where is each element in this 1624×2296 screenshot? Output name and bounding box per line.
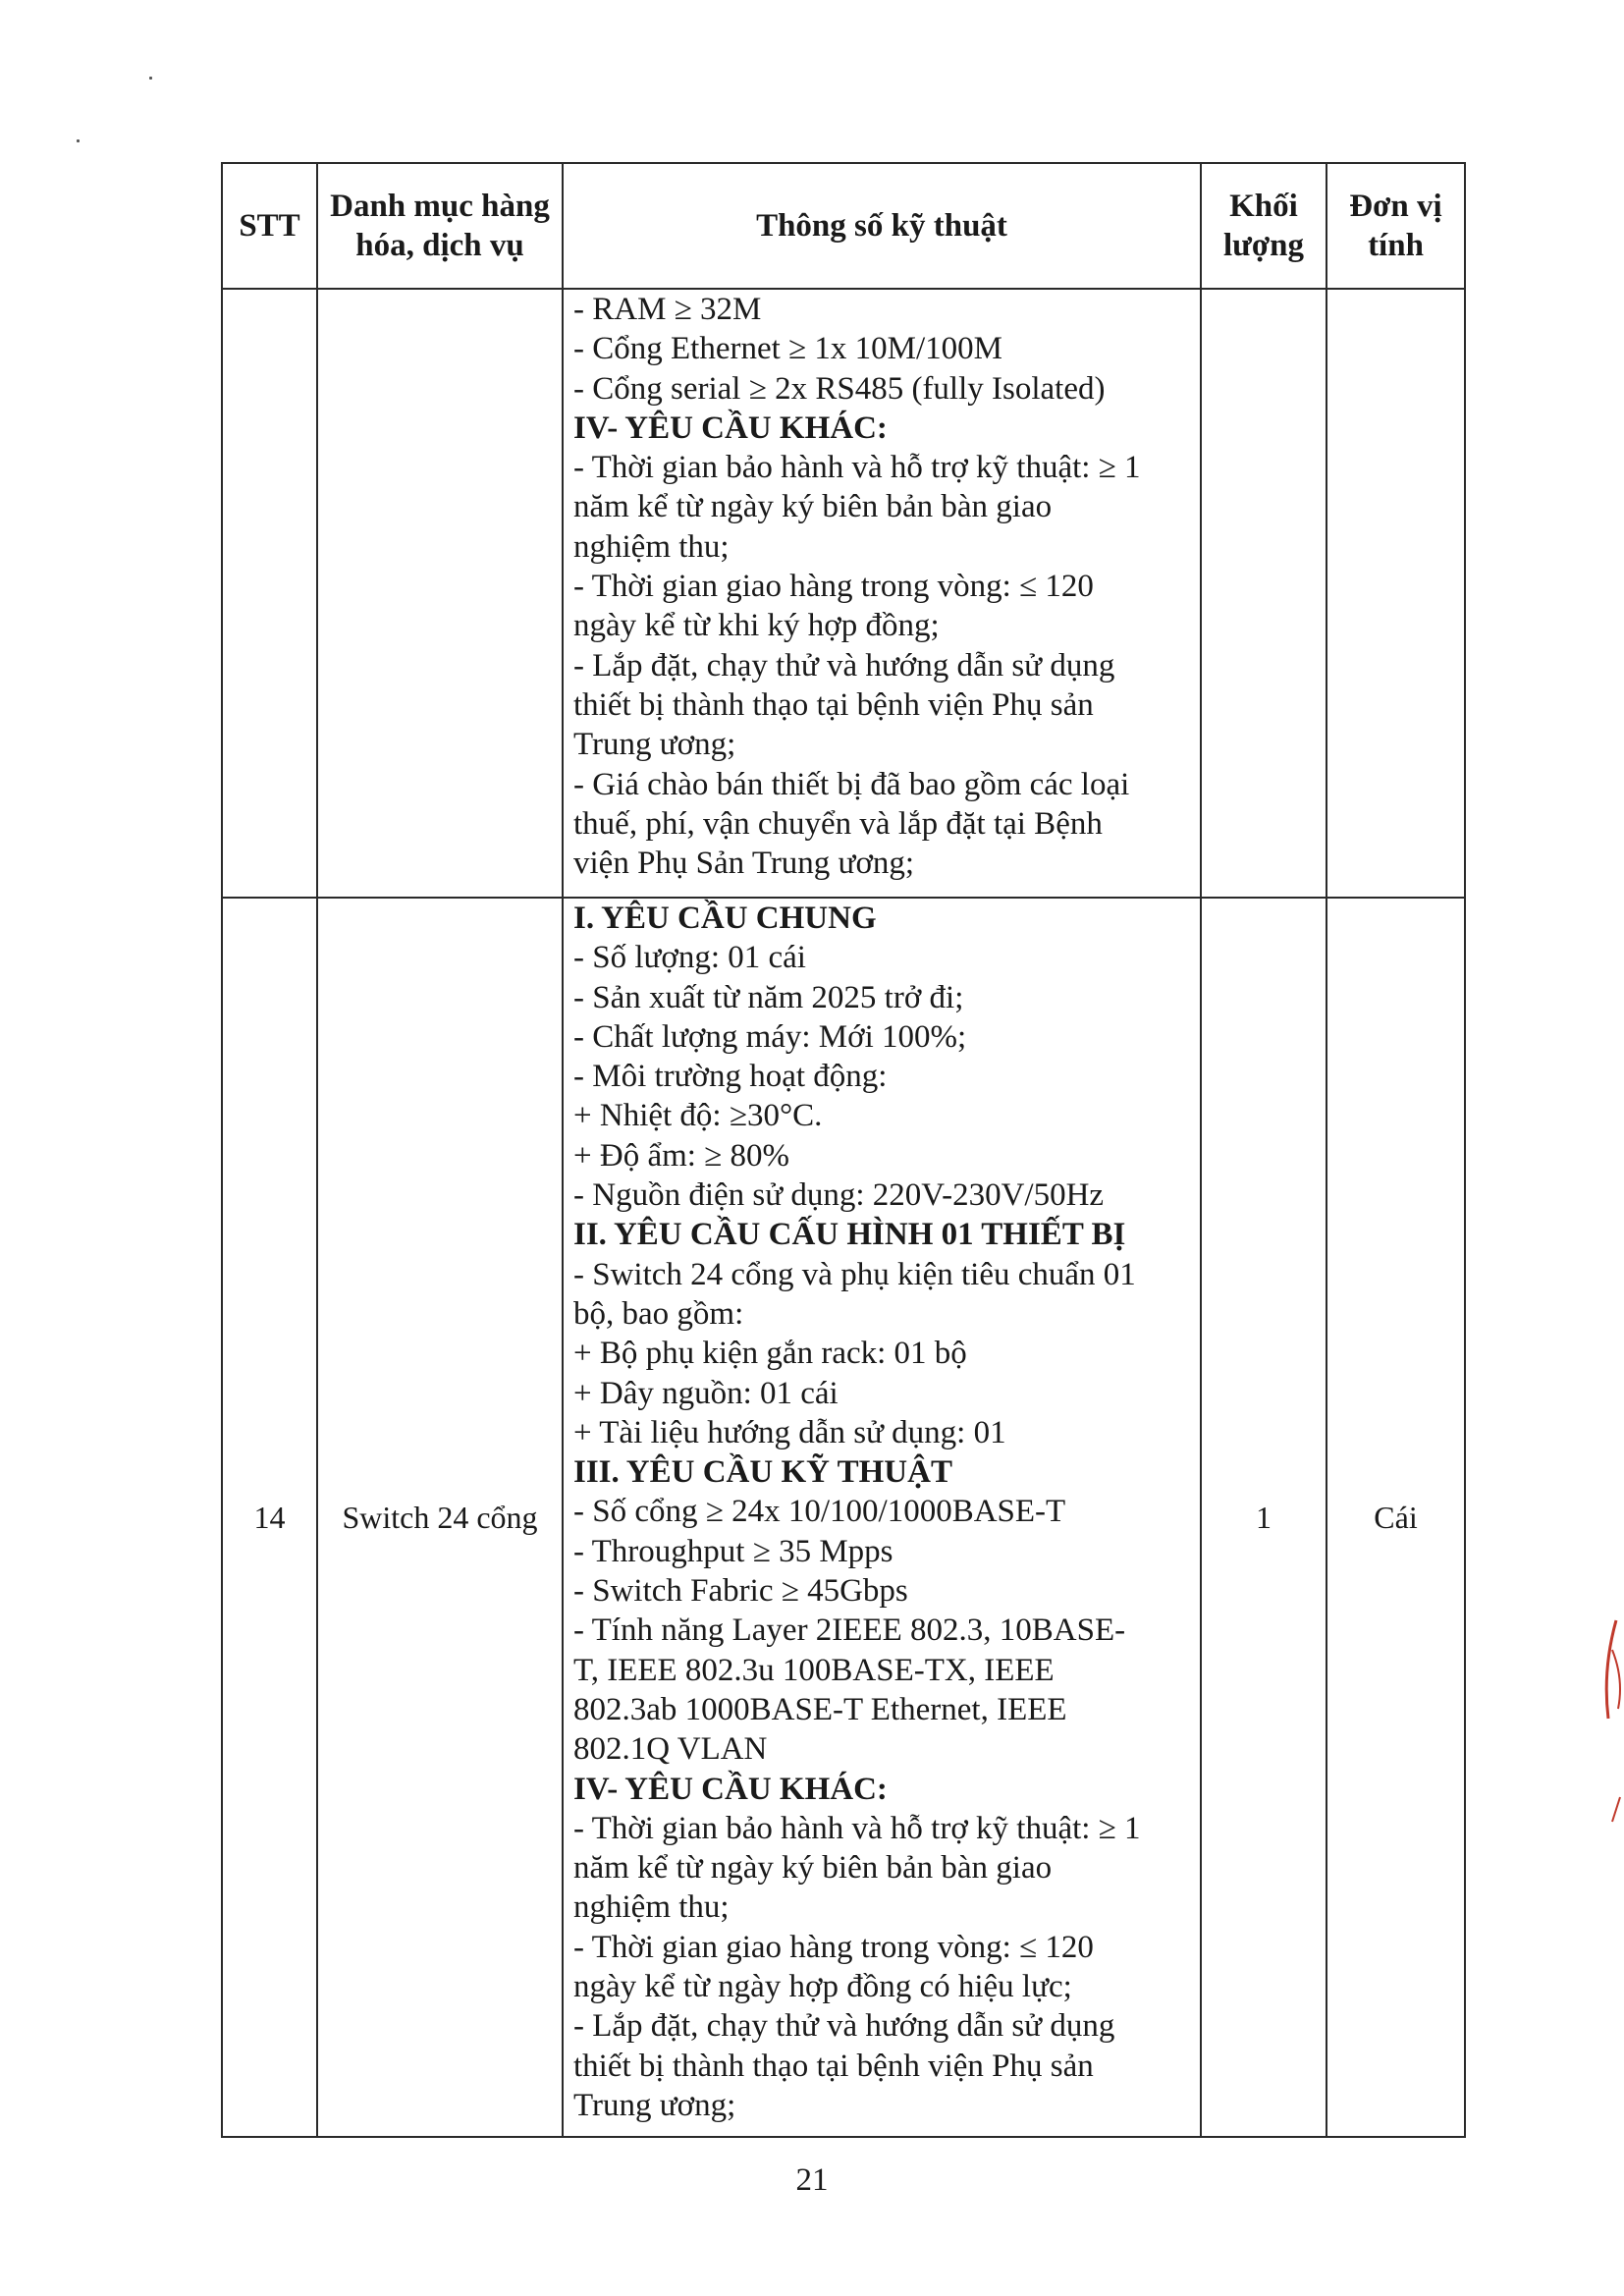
table-header-row [222,163,1465,289]
spec-line: - Chất lượng máy: Mới 100%; [573,1018,967,1055]
spec-line: - Sản xuất từ năm 2025 trở đi; [573,979,964,1015]
spec-line: - Môi trường hoạt động: [573,1059,888,1095]
spec-line: - Thời gian giao hàng trong vòng: ≤ 120 [573,569,1094,605]
spec-line: - Lắp đặt, chạy thử và hướng dẫn sử dụng [573,647,1115,683]
table-row [222,898,1465,2137]
cell-quantity [1201,289,1326,898]
scan-speck [149,77,152,80]
spec-line: Trung ương; [573,2087,736,2123]
spec-line: ngày kể từ ngày hợp đồng có hiệu lực; [573,1969,1072,2005]
cell-technical-spec [563,898,1201,2137]
cell-unit: Cái [1326,898,1465,2137]
spec-line: - Cổng Ethernet ≥ 1x 10M/100M [573,331,1002,367]
scan-speck [77,139,80,142]
cell-item-name: Switch 24 cổng [317,898,563,2137]
spec-line: bộ, bao gồm: [573,1295,744,1332]
cell-technical-spec [563,289,1201,898]
spec-line: năm kể từ ngày ký biên bản bàn giao [573,1850,1053,1886]
spec-line: - Throughput ≥ 35 Mpps [573,1533,893,1569]
spec-section-heading: IV- YÊU CẦU KHÁC: [573,1771,888,1807]
spec-line: + Nhiệt độ: ≥30°C. [573,1098,823,1134]
red-seal-fragment [1595,1611,1624,1846]
cell-quantity: 1 [1201,898,1326,2137]
spec-line: - Thời gian giao hàng trong vòng: ≤ 120 [573,1929,1094,1965]
spec-line: thiết bị thành thạo tại bệnh viện Phụ sản [573,686,1094,723]
spec-line: thuế, phí, vận chuyển và lắp đặt tại Bệnh [573,805,1103,842]
spec-section-heading: IV- YÊU CẦU KHÁC: [573,410,888,446]
spec-line: + Tài liệu hướng dẫn sử dụng: 01 [573,1414,1006,1450]
spec-line: - Thời gian bảo hành và hỗ trợ kỹ thuật: ≥ 1 [573,1810,1141,1846]
spec-line: + Độ ẩm: ≥ 80% [573,1137,790,1174]
spec-line: - Lắp đặt, chạy thử và hướng dẫn sử dụng [573,2008,1115,2045]
spec-line: nghiệm thu; [573,1889,730,1926]
spec-line: 802.3ab 1000BASE-T Ethernet, IEEE [573,1691,1067,1727]
spec-line: T, IEEE 802.3u 100BASE-TX, IEEE [573,1652,1055,1688]
cell-item-name [317,289,563,898]
spec-line: - Switch Fabric ≥ 45Gbps [573,1573,908,1610]
specification-table [221,162,1466,2138]
spec-line: nghiệm thu; [573,528,730,565]
spec-line: - Tính năng Layer 2IEEE 802.3, 10BASE- [573,1613,1126,1649]
spec-line: - Giá chào bán thiết bị đã bao gồm các loại [573,766,1130,802]
spec-line: Trung ương; [573,727,736,763]
page-number: 21 [795,2162,829,2198]
cell-stt: 14 [222,898,317,2137]
spec-section-heading: III. YÊU CẦU KỸ THUẬT [573,1454,952,1491]
spec-section-heading: II. YÊU CẦU CẤU HÌNH 01 THIẾT BỊ [573,1217,1126,1253]
spec-line: + Dây nguồn: 01 cái [573,1375,839,1411]
spec-line: ngày kể từ khi ký hợp đồng; [573,608,940,644]
spec-line: viện Phụ Sản Trung ương; [573,846,915,882]
table-row [222,289,1465,898]
spec-section-heading: I. YÊU CẦU CHUNG [573,901,877,936]
cell-stt [222,289,317,898]
spec-line: - Nguồn điện sử dụng: 220V-230V/50Hz [573,1177,1105,1214]
header-unit: Đơn vị tính [1326,163,1465,289]
header-technical-spec: Thông số kỹ thuật [563,163,1201,289]
spec-line: năm kể từ ngày ký biên bản bàn giao [573,489,1053,525]
cell-unit [1326,289,1465,898]
spec-line: - Thời gian bảo hành và hỗ trợ kỹ thuật: ≥ 1 [573,450,1141,486]
table-body [222,289,1465,2137]
spec-line: - RAM ≥ 32M [573,292,762,327]
header-item-name: Danh mục hàng hóa, dịch vụ [317,163,563,289]
header-stt: STT [222,163,317,289]
spec-line: 802.1Q VLAN [573,1731,768,1768]
spec-line: - Cổng serial ≥ 2x RS485 (fully Isolated) [573,370,1106,407]
spec-line: - Số cổng ≥ 24x 10/100/1000BASE-T [573,1494,1066,1530]
spec-line: - Switch 24 cổng và phụ kiện tiêu chuẩn 01 [573,1256,1136,1292]
spec-line: thiết bị thành thạo tại bệnh viện Phụ sản [573,2048,1094,2084]
spec-line: + Bộ phụ kiện gắn rack: 01 bộ [573,1336,967,1372]
header-quantity: Khối lượng [1201,163,1326,289]
spec-line: - Số lượng: 01 cái [573,940,806,976]
